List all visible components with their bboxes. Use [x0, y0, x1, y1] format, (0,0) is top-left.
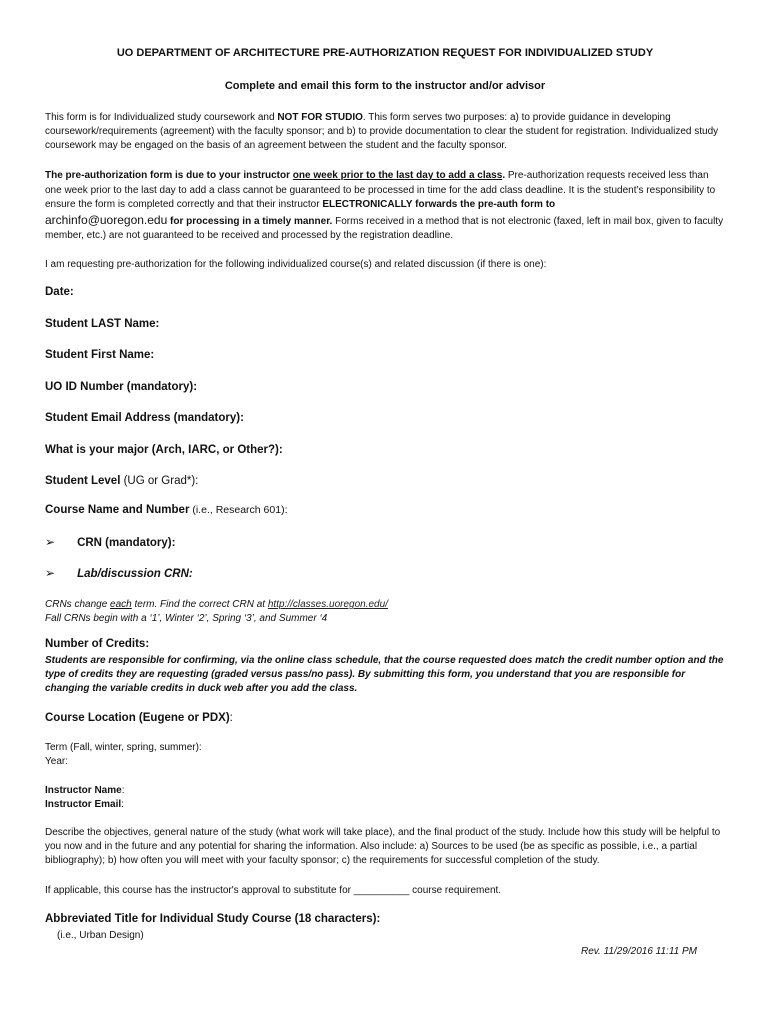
year-label: Year: [45, 756, 68, 767]
arrow-bullet-icon: ➢ [45, 566, 56, 580]
instructor-block [45, 784, 725, 812]
student-level-text: Student Level [45, 475, 121, 487]
deadline-underlined: one week prior to the last day to add a class [292, 170, 503, 181]
deadline-paragraph [45, 169, 725, 244]
term-label: Term (Fall, winter, spring, summer): [45, 742, 202, 753]
credits-label: Number of Credits: [45, 638, 150, 650]
course-name-text: Course Name and Number [45, 504, 190, 516]
abbreviated-title-example: (i.e., Urban Design) [57, 930, 144, 941]
location-colon: : [229, 712, 233, 724]
substitute-line: If applicable, this course has the instructor's approval to substitute for __________ course requirement. [45, 885, 502, 896]
student-level-hint: (UG or Grad*): [120, 475, 199, 487]
crn-note-text-mid: term. Find the correct CRN at [131, 599, 268, 610]
date-label: Date: [45, 286, 74, 298]
uo-id-label: UO ID Number (mandatory): [45, 381, 198, 393]
major-label: What is your major (Arch, IARC, or Other?): [45, 444, 283, 456]
instructor-email-colon: : [121, 799, 124, 810]
page-subtitle: Complete and email this form to the instructor and/or advisor [224, 80, 546, 92]
electronically-forward-text: ELECTRONICALLY forwards the pre-auth form to [322, 199, 556, 210]
crn-label: CRN (mandatory): [77, 537, 176, 549]
crn-note [45, 598, 725, 626]
deadline-text-end: Forms received in a method that is not electronic (faxed, left in mail box, given to faculty member, etc.) are not guaranteed to be received and processed by the registration deadline. [45, 215, 724, 241]
page-title: UO DEPARTMENT OF ARCHITECTURE PRE-AUTHORIZATION REQUEST FOR INDIVIDUALIZED STUDY [116, 47, 654, 59]
course-name-hint: (i.e., Research 601): [189, 504, 288, 516]
instructor-name-label: Instructor Name [45, 785, 122, 796]
crn-prefix-note: Fall CRNs begin with a ‘1’, Winter ‘2’, Spring ‘3’, and Summer ‘4 [45, 613, 328, 624]
email-label: Student Email Address (mandatory): [45, 412, 244, 424]
describe-paragraph: Describe the objectives, general nature of the study (what work will take place), and the final product of the study. Include how this study will be helpful to you now and in the future and any potential for sharing the information. Also include: a) Sources to be used (be as specific as possible, i.e., a partial bibliography); b) how often you will meet with your faculty sponsor; c) the requirements for successful completion of the study. [45, 827, 721, 866]
crn-row [45, 535, 175, 549]
location-label [45, 712, 233, 724]
classes-link[interactable]: http://classes.uoregon.edu/ [267, 599, 388, 610]
intro-paragraph [45, 111, 725, 153]
deadline-bold-period: . [502, 170, 506, 181]
lab-crn-row [45, 566, 193, 580]
crn-note-each: each [110, 599, 132, 610]
intro-text-start: This form is for Individualized study coursework and [45, 112, 278, 123]
location-text: Course Location (Eugene or PDX) [45, 712, 230, 724]
revision-stamp: Rev. 11/29/2016 11:11 PM [580, 946, 697, 957]
course-name-label [45, 504, 287, 516]
arrow-bullet-icon: ➢ [45, 535, 56, 549]
lab-crn-label: Lab/discussion CRN: [77, 568, 193, 580]
last-name-label: Student LAST Name: [45, 318, 160, 330]
intro-text-end: . This form serves two purposes: a) to provide guidance in developing coursework/requirements (agreement) with the faculty sponsor; and b) to provide documentation to clear the student for registration. Individualized study coursework may be engaged on the basis of an agreement between the student and the faculty sponsor. [45, 112, 719, 151]
crn-note-text: CRNs change [45, 599, 111, 610]
instructor-name-colon: : [121, 785, 125, 796]
deadline-bold-start: The pre-authorization form is due to your instructor [45, 170, 293, 181]
archinfo-email: archinfo@uoregon.edu [45, 212, 168, 227]
abbreviated-title-label: Abbreviated Title for Individual Study Course (18 characters): [45, 913, 381, 925]
deadline-text: Pre-authorization requests received less than one week prior to the last day to add a class cannot be guaranteed to be processed in time for the add class deadline. It is the student’s responsibility to ensure the form is completed correctly and that their instructor [45, 170, 716, 210]
term-block [45, 741, 725, 769]
instructor-email-label: Instructor Email [45, 799, 122, 810]
request-line: I am requesting pre-authorization for the following individualized course(s) and related discussion (if there is one): [45, 259, 547, 270]
timely-manner-text: for processing in a timely manner. [167, 215, 333, 227]
student-level-label [45, 475, 198, 487]
first-name-label: Student First Name: [45, 349, 155, 361]
not-for-studio-text: NOT FOR STUDIO [277, 112, 363, 123]
credits-note: Students are responsible for confirming, via the online class schedule, that the course requested does match the credit number option and the type of credits they are requesting (graded versus pass/no pass). By submitting this form, you understand that you are responsible for changing the variable credits in duck web after you add the class. [45, 655, 724, 694]
